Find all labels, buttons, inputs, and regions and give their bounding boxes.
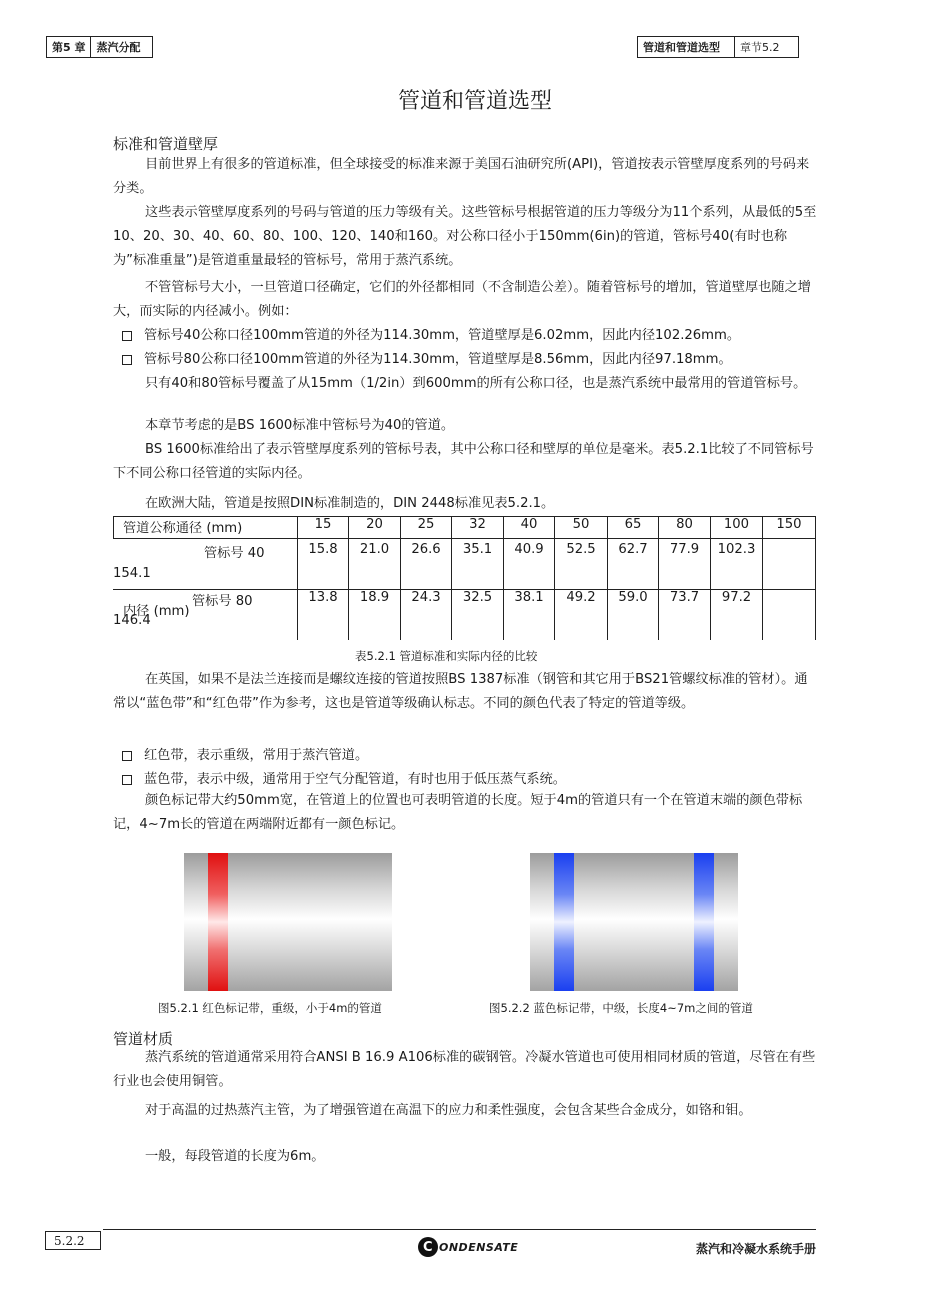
table-cell-overflow: 154.1 (113, 566, 151, 581)
paragraph: 对于高温的过热蒸汽主管，为了增强管道在高温下的应力和柔性强度，会包含某些合金成分，如铬和钼。 (145, 1103, 752, 1118)
row-group-label: 内径 (mm) (123, 604, 190, 619)
table-caption: 表5.2.1 管道标准和实际内径的比较 (355, 649, 538, 663)
row-label-sch40: 管标号 40 (204, 546, 265, 561)
table-cell: 97.2 (721, 590, 752, 605)
table-header-label: 管道公称通径 (mm) (123, 521, 243, 536)
red-band-pipe-illustration (184, 853, 392, 991)
table-cell: 26.6 (411, 542, 441, 557)
section-heading-materials: 管道材质 (113, 1030, 174, 1048)
table-header-cell: 80 (676, 517, 693, 532)
table-header-cell: 100 (723, 517, 750, 532)
table-cell: 32.5 (462, 590, 493, 605)
blue-band (694, 853, 714, 991)
table-cell: 18.9 (359, 590, 390, 605)
blue-band-pipe-illustration (530, 853, 738, 991)
bullet-box-icon (122, 751, 132, 761)
list-item (122, 744, 368, 768)
table-header-cell: 65 (624, 517, 642, 532)
table-cell: 52.5 (566, 542, 596, 557)
row-label-sch80: 管标号 80 (192, 594, 253, 609)
paragraph: 不管管标号大小，一旦管道口径确定，它们的外径都相同（不含制造公差）。随着管标号的增加，管道壁厚也随之增大，而实际的内径减小。例如： (113, 280, 811, 319)
list-item-text: 管标号40公称口径100mm管道的外径为114.30mm，管道壁厚是6.02mm，因此内径102.26mm。 (144, 328, 741, 343)
red-band (208, 853, 228, 991)
table-header-cell: 20 (366, 517, 383, 532)
handbook-title: 蒸汽和冷凝水系统手册 (695, 1242, 816, 1256)
list-item-text: 管标号80公称口径100mm管道的外径为114.30mm，管道壁厚是8.56mm，因此内径97.18mm。 (144, 352, 732, 367)
page-title: 管道和管道选型 (397, 89, 552, 114)
paragraph: 在英国，如果不是法兰连接而是螺纹连接的管道按照BS 1387标准（钢管和其它用于BS21管螺纹标准的管材）。通常以“蓝色带”和“红色带”作为参考，这也是管道等级确认标志。不同的颜色代表了特定的管道等级。 (113, 672, 808, 711)
list-item (122, 324, 740, 348)
paragraph: 本章节考虑的是BS 1600标准中管标号为40的管道。 (145, 418, 455, 433)
table-cell: 38.1 (514, 590, 544, 605)
paragraph: 这些表示管壁厚度系列的号码与管道的压力等级有关。这些管标号根据管道的压力等级分为11个系列，从最低的5至10、20、30、40、60、80、100、120、140和160。对公称口径小于150mm(6in)的管道，管标号40(有时也称为”标准重量”)是管道重量最轻的管标号，常用于蒸汽系统。 (113, 205, 817, 268)
pipe-comparison-table (113, 516, 816, 640)
table-header-cell: 150 (776, 517, 802, 532)
table-cell: 21.0 (359, 542, 390, 557)
condensate-logo (418, 1237, 518, 1257)
list-item-text: 红色带，表示重级，常用于蒸汽管道。 (144, 748, 369, 763)
list-item (122, 348, 732, 372)
paragraph: 一般，每段管道的长度为6m。 (145, 1149, 325, 1164)
table-cell: 40.9 (514, 542, 544, 557)
table-cell: 77.9 (669, 542, 700, 557)
section-heading-standards: 标准和管道壁厚 (113, 135, 219, 153)
table-header-cell: 25 (417, 517, 435, 532)
table-cell: 49.2 (566, 590, 596, 605)
blue-band (554, 853, 574, 991)
section-number: 章节5.2 (734, 37, 798, 57)
logo-mark-icon: C (418, 1237, 438, 1257)
table-header-cell: 40 (520, 517, 538, 532)
table-cell: 62.7 (618, 542, 648, 557)
bullet-box-icon (122, 355, 132, 365)
chapter-number: 第5 章 (52, 41, 86, 54)
list-item-text: 蓝色带，表示中级，通常用于空气分配管道，有时也用于低压蒸气系统。 (144, 772, 566, 787)
bullet-box-icon (122, 775, 132, 785)
page-number: 5.2.2 (45, 1231, 101, 1250)
paragraph: 颜色标记带大约50mm宽，在管道上的位置也可表明管道的长度。短于4m的管道只有一个在管道末端的颜色带标记，4~7m长的管道在两端附近都有一颜色标记。 (113, 793, 803, 832)
table-cell: 13.8 (308, 590, 338, 605)
table-cell: 102.3 (717, 542, 756, 557)
table-cell: 35.1 (462, 542, 493, 557)
paragraph: 只有40和80管标号覆盖了从15mm（1/2in）到600mm的所有公称口径，也是蒸汽系统中最常用的管道管标号。 (145, 376, 807, 391)
chapter-header (46, 36, 153, 58)
section-header (637, 36, 799, 58)
section-name: 管道和管道选型 (643, 41, 720, 54)
table-header-cell: 32 (469, 517, 486, 532)
footer-rule (103, 1229, 816, 1230)
paragraph: BS 1600标准给出了表示管壁厚度系列的管标号表，其中公称口径和壁厚的单位是毫米。表5.2.1比较了不同管标号下不同公称口径管道的实际内径。 (113, 442, 814, 481)
table-cell: 24.3 (411, 590, 441, 605)
table-header-cell: 15 (314, 517, 332, 532)
paragraph: 目前世界上有很多的管道标准，但全球接受的标准来源于美国石油研究所(API)，管道按表示管壁厚度系列的号码来分类。 (113, 157, 810, 196)
table-cell: 15.8 (308, 542, 338, 557)
figure-caption: 图5.2.2 蓝色标记带，中级，长度4~7m之间的管道 (489, 1001, 753, 1015)
table-cell: 59.0 (618, 590, 648, 605)
logo-text: ONDENSATE (439, 1240, 519, 1254)
table-cell-overflow: 146.4 (113, 613, 151, 628)
chapter-name: 蒸汽分配 (90, 37, 152, 57)
table-cell: 73.7 (669, 590, 700, 605)
table-header-cell: 50 (572, 517, 590, 532)
bullet-box-icon (122, 331, 132, 341)
paragraph: 蒸汽系统的管道通常采用符合ANSI B 16.9 A106标准的碳钢管。冷凝水管道也可使用相同材质的管道，尽管在有些行业也会使用铜管。 (113, 1050, 816, 1089)
paragraph: 在欧洲大陆，管道是按照DIN标准制造的，DIN 2448标准见表5.2.1。 (145, 496, 555, 511)
figure-caption: 图5.2.1 红色标记带，重级，小于4m的管道 (158, 1001, 382, 1015)
